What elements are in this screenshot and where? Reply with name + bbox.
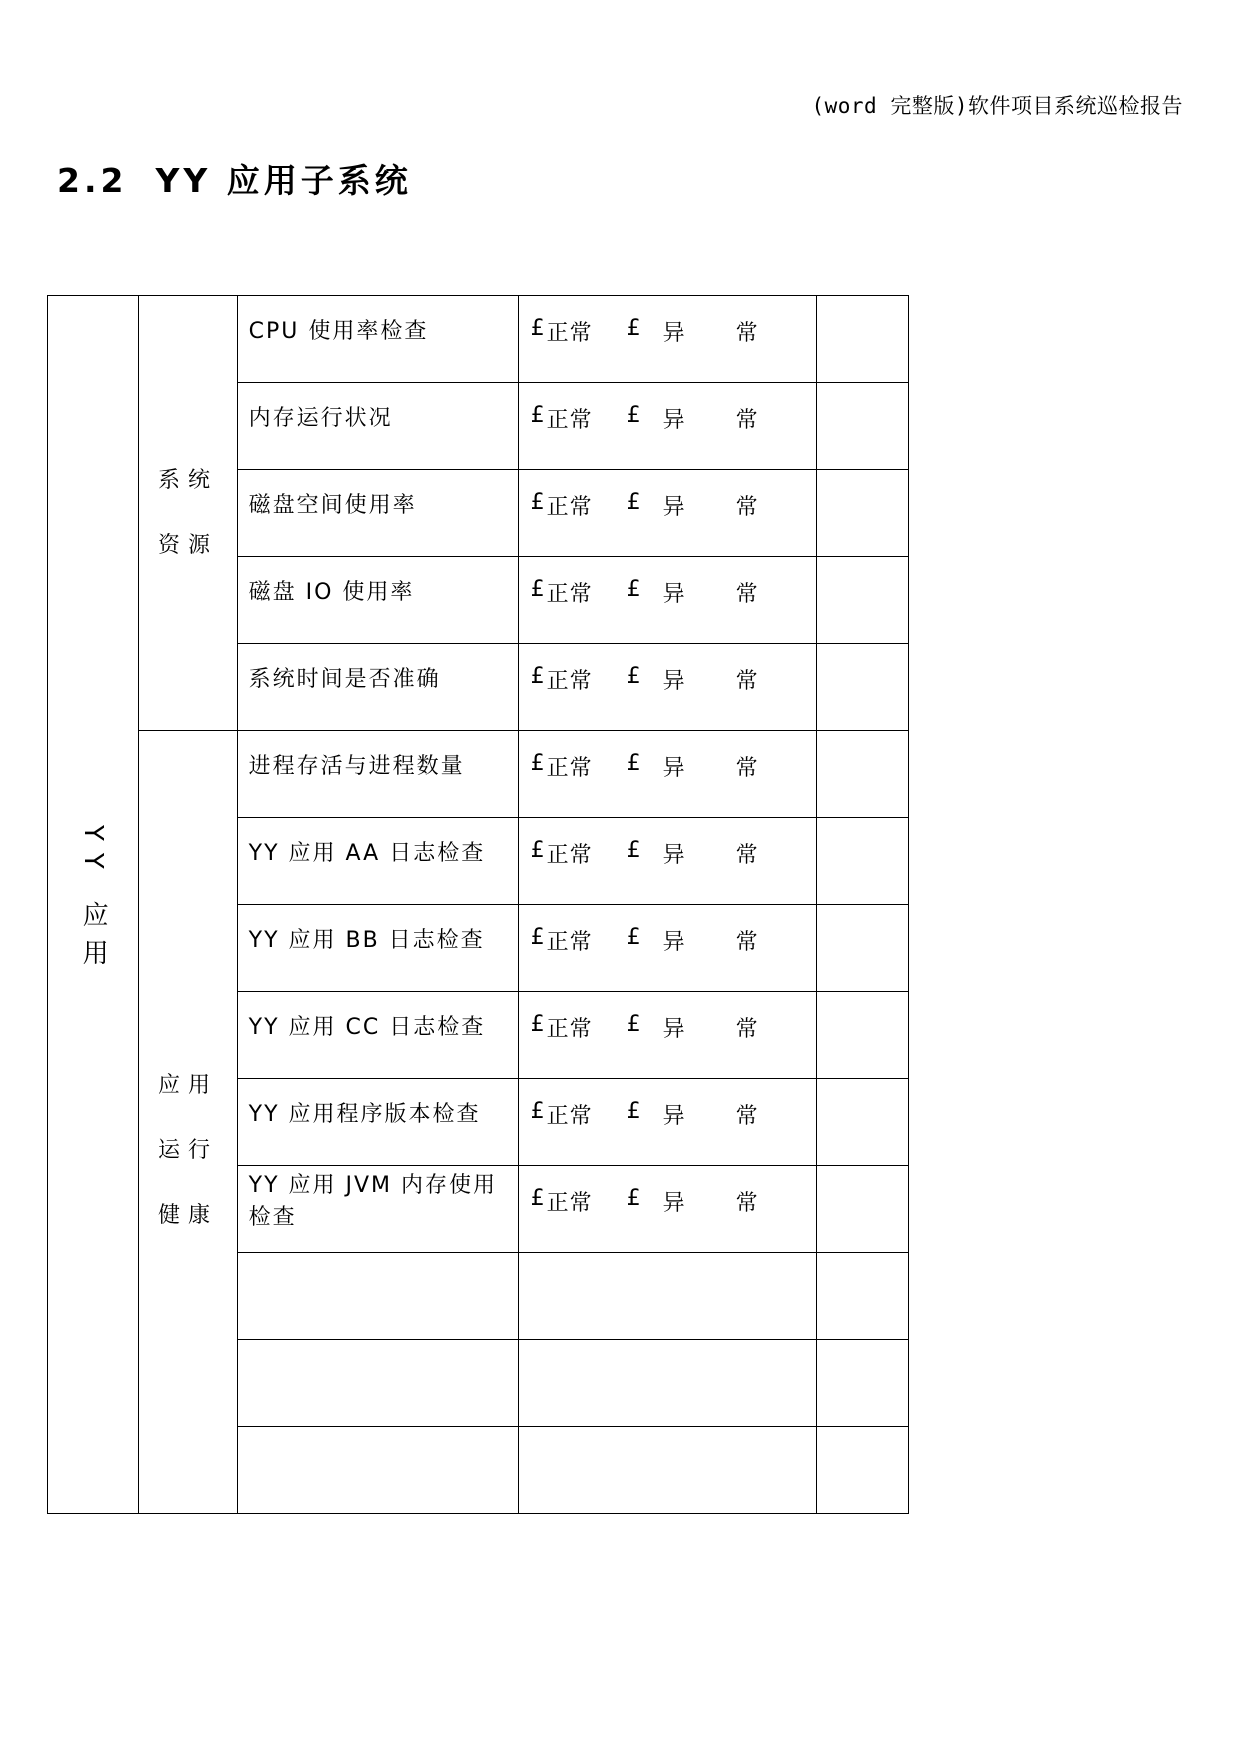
status-cell[interactable]	[518, 1427, 816, 1514]
item-label: YY 应用 JVM 内存使用检查	[248, 1173, 498, 1230]
checkbox-normal[interactable]: £	[530, 838, 546, 863]
remark-cell[interactable]	[816, 644, 908, 731]
status-normal-label: 正常	[546, 1191, 593, 1216]
checkbox-normal[interactable]: £	[530, 664, 546, 689]
remark-cell[interactable]	[816, 818, 908, 905]
remark-cell[interactable]	[816, 383, 908, 470]
item-label: 磁盘空间使用率	[248, 493, 417, 518]
item-label: 磁盘 IO 使用率	[248, 580, 415, 605]
item-label: YY 应用 CC 日志检查	[248, 1015, 486, 1040]
status-abnormal-label: 异 常	[662, 669, 780, 694]
remark-cell[interactable]	[816, 1427, 908, 1514]
checkbox-normal[interactable]: £	[530, 490, 546, 515]
status-abnormal-label: 异 常	[662, 408, 780, 433]
item-cell[interactable]	[237, 1253, 518, 1340]
group-label-line: 资源	[157, 533, 218, 558]
checkbox-abnormal[interactable]: £	[626, 316, 642, 341]
status-cell	[518, 905, 816, 992]
system-label: YY 应用	[78, 825, 109, 978]
status-normal-label: 正常	[546, 669, 593, 694]
checkbox-normal[interactable]: £	[530, 751, 546, 776]
checkbox-normal[interactable]: £	[530, 925, 546, 950]
status-cell[interactable]	[518, 1340, 816, 1427]
section-title: YY 应用子系统	[155, 161, 412, 200]
status-cell	[518, 818, 816, 905]
item-cell	[237, 644, 518, 731]
status-normal-label: 正常	[546, 321, 593, 346]
status-cell	[518, 557, 816, 644]
checkbox-normal[interactable]: £	[530, 577, 546, 602]
item-label: 系统时间是否准确	[248, 667, 441, 692]
table-row	[48, 731, 909, 818]
group-label-line: 健康	[157, 1203, 218, 1228]
checkbox-normal[interactable]: £	[530, 1186, 546, 1211]
status-abnormal-label: 异 常	[662, 843, 780, 868]
item-cell	[237, 818, 518, 905]
status-abnormal-label: 异 常	[662, 1017, 780, 1042]
group-label-line: 系统	[157, 468, 218, 493]
status-abnormal-label: 异 常	[662, 930, 780, 955]
status-cell	[518, 470, 816, 557]
remark-cell[interactable]	[816, 470, 908, 557]
item-cell	[237, 1079, 518, 1166]
checkbox-normal[interactable]: £	[530, 1012, 546, 1037]
status-cell	[518, 992, 816, 1079]
group-label-line: 应用	[157, 1073, 218, 1098]
status-abnormal-label: 异 常	[662, 1104, 780, 1129]
checkbox-normal[interactable]: £	[530, 403, 546, 428]
remark-cell[interactable]	[816, 1079, 908, 1166]
item-label: YY 应用 BB 日志检查	[248, 928, 485, 953]
status-abnormal-label: 异 常	[662, 582, 780, 607]
checkbox-abnormal[interactable]: £	[626, 1099, 642, 1124]
status-cell	[518, 731, 816, 818]
section-heading	[57, 155, 412, 202]
status-cell[interactable]	[518, 1253, 816, 1340]
item-cell	[237, 905, 518, 992]
item-cell	[237, 296, 518, 383]
status-normal-label: 正常	[546, 582, 593, 607]
remark-cell[interactable]	[816, 557, 908, 644]
inspection-table	[47, 295, 909, 1514]
system-label-cell	[48, 296, 139, 1514]
checkbox-abnormal[interactable]: £	[626, 664, 642, 689]
item-cell	[237, 1166, 518, 1253]
status-normal-label: 正常	[546, 1104, 593, 1129]
remark-cell[interactable]	[816, 1340, 908, 1427]
checkbox-abnormal[interactable]: £	[626, 925, 642, 950]
remark-cell[interactable]	[816, 1166, 908, 1253]
section-number: 2.2	[57, 161, 128, 200]
status-abnormal-label: 异 常	[662, 495, 780, 520]
status-abnormal-label: 异 常	[662, 756, 780, 781]
status-normal-label: 正常	[546, 756, 593, 781]
checkbox-abnormal[interactable]: £	[626, 838, 642, 863]
item-label: CPU 使用率检查	[248, 319, 429, 344]
group-label-line: 运行	[157, 1138, 218, 1163]
checkbox-abnormal[interactable]: £	[626, 490, 642, 515]
status-normal-label: 正常	[546, 1017, 593, 1042]
status-abnormal-label: 异 常	[662, 1191, 780, 1216]
item-cell	[237, 383, 518, 470]
checkbox-abnormal[interactable]: £	[626, 751, 642, 776]
item-cell[interactable]	[237, 1340, 518, 1427]
item-label: 进程存活与进程数量	[248, 754, 465, 779]
remark-cell[interactable]	[816, 905, 908, 992]
status-cell	[518, 383, 816, 470]
status-cell	[518, 644, 816, 731]
checkbox-normal[interactable]: £	[530, 1099, 546, 1124]
checkbox-normal[interactable]: £	[530, 316, 546, 341]
remark-cell[interactable]	[816, 992, 908, 1079]
status-cell	[518, 1079, 816, 1166]
remark-cell[interactable]	[816, 1253, 908, 1340]
item-label: 内存运行状况	[248, 406, 393, 431]
status-cell	[518, 296, 816, 383]
item-cell	[237, 731, 518, 818]
status-cell	[518, 1166, 816, 1253]
checkbox-abnormal[interactable]: £	[626, 1012, 642, 1037]
group-cell-system-resources	[139, 296, 237, 731]
remark-cell[interactable]	[816, 296, 908, 383]
checkbox-abnormal[interactable]: £	[626, 403, 642, 428]
status-normal-label: 正常	[546, 843, 593, 868]
checkbox-abnormal[interactable]: £	[626, 577, 642, 602]
remark-cell[interactable]	[816, 731, 908, 818]
item-cell[interactable]	[237, 1427, 518, 1514]
status-normal-label: 正常	[546, 495, 593, 520]
checkbox-abnormal[interactable]: £	[626, 1186, 642, 1211]
document-header: (word 完整版)软件项目系统巡检报告	[811, 94, 1183, 118]
group-cell-app-health	[139, 731, 237, 1514]
item-cell	[237, 470, 518, 557]
status-abnormal-label: 异 常	[662, 321, 780, 346]
item-label: YY 应用程序版本检查	[248, 1102, 481, 1127]
item-cell	[237, 557, 518, 644]
item-cell	[237, 992, 518, 1079]
table-row	[48, 296, 909, 383]
item-label: YY 应用 AA 日志检查	[248, 841, 486, 866]
status-normal-label: 正常	[546, 408, 593, 433]
status-normal-label: 正常	[546, 930, 593, 955]
